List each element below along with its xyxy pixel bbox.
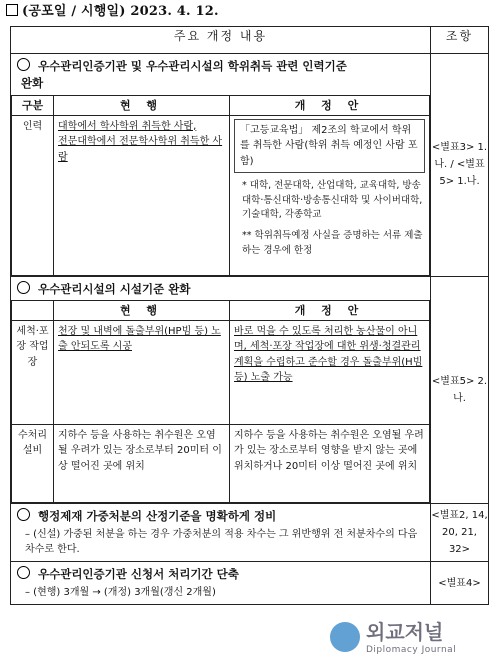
circle-bullet-icon xyxy=(17,58,30,71)
section-3-title: 행정제재 가중처분의 산정기준을 명확하게 정비 xyxy=(11,504,430,527)
col-revised: 개 정 안 xyxy=(230,300,430,320)
section-1-title: 우수관리인증기관 및 우수관리시설의 학위취득 관련 인력기준 완화 xyxy=(11,54,430,95)
title-text: (공포일 / 시행일) 2023. 4. 12. xyxy=(22,4,219,19)
section-3-clause: <별표2, 14, 20, 21, 32> xyxy=(431,503,489,561)
section-4 xyxy=(11,562,431,605)
row-1-revised: 바로 먹을 수 있도록 처리한 농산물이 아니며, 세척·포장 작업장에 대한 위생·청결관리계획을 수립하고 준수할 경우 돌출부위(H빔 등) 노출 가능 xyxy=(230,320,430,424)
note-2: ** 학위취득예정 사실을 증명하는 서류 제출하는 경우에 한정 xyxy=(242,230,423,256)
section-3-detail: – (신설) 가중된 처분을 하는 경우 가중처분의 적용 차수는 그 위반행위 전 처분차수의 다음 차수로 한다. xyxy=(25,529,418,556)
content-header: 주요 개정 내용 xyxy=(11,27,431,54)
row-2-revised: 지하수 등을 사용하는 취수원은 오염될 우려가 있는 장소로부터 영향을 받지 않는 곳에 위치하거나 20미터 이상 떨어진 곳에 위치 xyxy=(230,424,430,502)
section-4-title: 우수관리인증기관 신청서 처리기간 단축 xyxy=(11,562,430,585)
circle-bullet-icon xyxy=(17,566,30,579)
checkbox-square-icon xyxy=(6,4,18,16)
note-1: * 대학, 전문대학, 산업대학, 교육대학, 방송대학·통신대학·방송통신대학 및 사이버대학, 기술대학, 각종학교 xyxy=(242,180,423,221)
page-title xyxy=(6,2,219,22)
globe-icon xyxy=(330,622,360,652)
section-4-detail: – (현행) 3개월 → (개정) 3개월(갱신 2개월) xyxy=(25,587,216,599)
circle-bullet-icon xyxy=(17,508,30,521)
col-category: 구분 xyxy=(12,95,54,115)
row-1-label: 세척·포장 작업장 xyxy=(12,320,54,424)
section-1-inner-table xyxy=(11,95,430,276)
section-2-title: 우수관리시설의 시설기준 완화 xyxy=(11,277,430,300)
watermark-sub: Diplomacy Journal xyxy=(366,645,457,655)
section-3 xyxy=(11,503,431,561)
watermark-logo xyxy=(330,618,490,660)
row-1-current: 천장 및 내벽에 돌출부위(HP빔 등) 노출 안되도록 시공 xyxy=(54,320,230,424)
section-1-clause: <별표3> 1.나. / <별표5> 1.나. xyxy=(431,54,489,277)
col-current: 현 행 xyxy=(54,95,230,115)
section-1 xyxy=(11,54,431,277)
circle-bullet-icon xyxy=(17,281,30,294)
section-2-clause: <별표5> 2.나. xyxy=(431,276,489,503)
section-2 xyxy=(11,276,431,503)
section-2-inner-table xyxy=(11,300,430,503)
row-2-current: 지하수 등을 사용하는 취수원은 오염될 우려가 있는 장소로부터 20미터 이상 떨어진 곳에 위치 xyxy=(54,424,230,502)
section-4-clause: <별표4> xyxy=(431,562,489,605)
col-revised: 개 정 안 xyxy=(230,95,430,115)
revision-table xyxy=(10,26,489,605)
row-label: 인력 xyxy=(12,115,54,275)
current-text: 대학에서 학사학위 취득한 사람, 전문대학에서 전문학사학위 취득한 사람 xyxy=(54,115,230,275)
col-current: 현 행 xyxy=(54,300,230,320)
row-2-label: 수처리설비 xyxy=(12,424,54,502)
watermark-name: 외교저널 xyxy=(366,622,444,644)
clause-header: 조항 xyxy=(431,27,489,54)
revised-text: 「고등교육법」 제2조의 학교에서 학위를 취득한 사람(학위 취득 예정인 사람 포함) * 대학, 전문대학, 산업대학, 교육대학, 방송대학·통신대학·방송통신대학 및 사이버대학, 기술대학, 각종학교 ** 학위취득예정 사실을 증명하는 서류 제출하는 경우에 한정 xyxy=(230,115,430,275)
